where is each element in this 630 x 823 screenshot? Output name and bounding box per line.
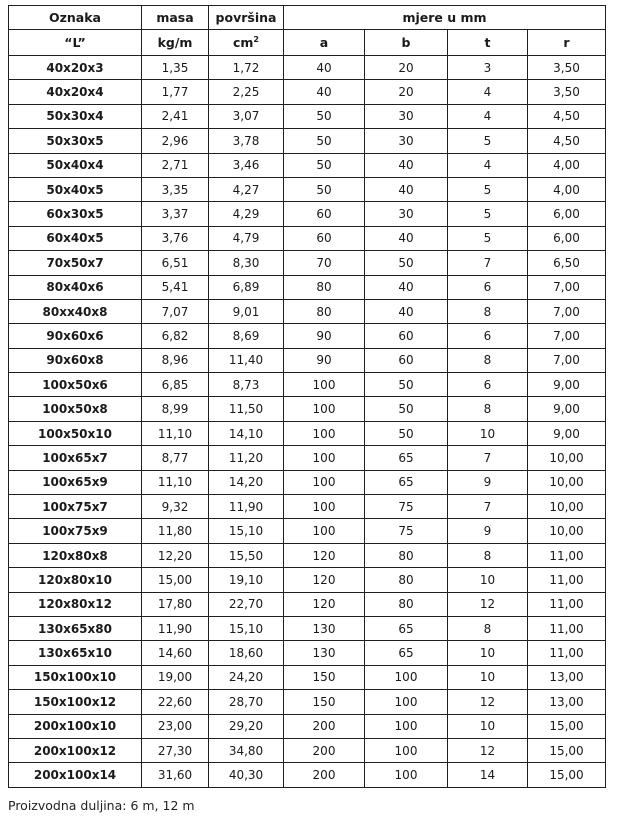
cell-a: 120: [284, 543, 365, 567]
table-row: [9, 56, 606, 80]
cell-povrsina: 2,25: [209, 80, 284, 104]
table-row: [9, 226, 606, 250]
cell-oznaka: 100x50x6: [9, 373, 142, 397]
table-row: [9, 446, 606, 470]
cell-r: 4,50: [528, 104, 606, 128]
cell-povrsina: 11,40: [209, 348, 284, 372]
cell-t: 12: [448, 592, 528, 616]
cell-r: 7,00: [528, 275, 606, 299]
cell-povrsina: 4,27: [209, 177, 284, 201]
cell-povrsina: 18,60: [209, 641, 284, 665]
cell-a: 200: [284, 738, 365, 762]
cell-b: 80: [365, 543, 448, 567]
cell-oznaka: 100x65x7: [9, 446, 142, 470]
header-row-2: [9, 30, 606, 56]
cell-t: 10: [448, 568, 528, 592]
cell-t: 4: [448, 153, 528, 177]
cell-oznaka: 60x30x5: [9, 202, 142, 226]
cell-t: 7: [448, 251, 528, 275]
cell-b: 100: [365, 665, 448, 689]
cell-masa: 27,30: [142, 738, 209, 762]
table-row: [9, 104, 606, 128]
cell-a: 50: [284, 104, 365, 128]
col-header-b: b: [365, 30, 448, 56]
cell-masa: 2,71: [142, 153, 209, 177]
cell-oznaka: 100x50x8: [9, 397, 142, 421]
cell-r: 15,00: [528, 738, 606, 762]
cell-oznaka: 50x40x4: [9, 153, 142, 177]
cell-r: 11,00: [528, 616, 606, 640]
table-row: [9, 665, 606, 689]
cell-b: 30: [365, 129, 448, 153]
cell-masa: 31,60: [142, 763, 209, 787]
cell-r: 15,00: [528, 763, 606, 787]
cell-oznaka: 70x50x7: [9, 251, 142, 275]
cell-b: 65: [365, 616, 448, 640]
cell-b: 80: [365, 568, 448, 592]
cell-a: 120: [284, 568, 365, 592]
povrsina-unit-exponent: 2: [253, 34, 259, 44]
cell-b: 75: [365, 519, 448, 543]
cell-masa: 23,00: [142, 714, 209, 738]
col-header-povrsina: površina: [209, 6, 284, 30]
table-body: [9, 56, 606, 788]
cell-oznaka: 50x40x5: [9, 177, 142, 201]
cell-oznaka: 200x100x14: [9, 763, 142, 787]
povrsina-unit-text: cm: [232, 34, 254, 50]
cell-r: 9,00: [528, 373, 606, 397]
cell-b: 40: [365, 153, 448, 177]
cell-b: 50: [365, 373, 448, 397]
cell-povrsina: 28,70: [209, 690, 284, 714]
cell-masa: 3,76: [142, 226, 209, 250]
col-header-r: r: [528, 30, 606, 56]
table-row: [9, 714, 606, 738]
footnote-production-length: Proizvodna duljina: 6 m, 12 m: [8, 798, 195, 813]
cell-povrsina: 15,50: [209, 543, 284, 567]
cell-masa: 9,32: [142, 495, 209, 519]
cell-masa: 11,10: [142, 470, 209, 494]
cell-r: 10,00: [528, 519, 606, 543]
cell-b: 100: [365, 738, 448, 762]
cell-masa: 3,37: [142, 202, 209, 226]
cell-oznaka: 80xx40x8: [9, 299, 142, 323]
cell-oznaka: 40x20x3: [9, 56, 142, 80]
cell-t: 9: [448, 470, 528, 494]
cell-a: 70: [284, 251, 365, 275]
cell-t: 7: [448, 495, 528, 519]
cell-a: 130: [284, 616, 365, 640]
cell-r: 13,00: [528, 665, 606, 689]
cell-masa: 8,77: [142, 446, 209, 470]
cell-t: 5: [448, 129, 528, 153]
cell-r: 6,00: [528, 226, 606, 250]
table-row: [9, 80, 606, 104]
cell-t: 8: [448, 616, 528, 640]
cell-a: 80: [284, 299, 365, 323]
cell-r: 3,50: [528, 56, 606, 80]
cell-masa: 19,00: [142, 665, 209, 689]
cell-a: 90: [284, 324, 365, 348]
cell-povrsina: 34,80: [209, 738, 284, 762]
cell-masa: 3,35: [142, 177, 209, 201]
cell-povrsina: 11,50: [209, 397, 284, 421]
cell-povrsina: 3,07: [209, 104, 284, 128]
cell-povrsina: 1,72: [209, 56, 284, 80]
cell-masa: 11,10: [142, 421, 209, 445]
cell-r: 4,00: [528, 153, 606, 177]
cell-r: 11,00: [528, 568, 606, 592]
cell-t: 6: [448, 373, 528, 397]
cell-t: 10: [448, 641, 528, 665]
cell-t: 8: [448, 397, 528, 421]
cell-masa: 7,07: [142, 299, 209, 323]
cell-r: 6,00: [528, 202, 606, 226]
cell-r: 11,00: [528, 543, 606, 567]
cell-povrsina: 4,79: [209, 226, 284, 250]
cell-oznaka: 40x20x4: [9, 80, 142, 104]
cell-masa: 2,96: [142, 129, 209, 153]
cell-a: 100: [284, 397, 365, 421]
cell-t: 7: [448, 446, 528, 470]
cell-povrsina: 8,73: [209, 373, 284, 397]
cell-oznaka: 60x40x5: [9, 226, 142, 250]
cell-t: 12: [448, 690, 528, 714]
cell-a: 100: [284, 446, 365, 470]
profile-spec-table: [8, 5, 606, 788]
cell-povrsina: 14,20: [209, 470, 284, 494]
cell-t: 4: [448, 80, 528, 104]
cell-r: 13,00: [528, 690, 606, 714]
cell-a: 150: [284, 665, 365, 689]
table-row: [9, 202, 606, 226]
cell-oznaka: 150x100x10: [9, 665, 142, 689]
cell-oznaka: 130x65x10: [9, 641, 142, 665]
cell-r: 7,00: [528, 348, 606, 372]
cell-r: 4,50: [528, 129, 606, 153]
cell-masa: 22,60: [142, 690, 209, 714]
cell-t: 10: [448, 665, 528, 689]
table-row: [9, 275, 606, 299]
cell-povrsina: 29,20: [209, 714, 284, 738]
cell-povrsina: 3,78: [209, 129, 284, 153]
cell-povrsina: 19,10: [209, 568, 284, 592]
cell-oznaka: 120x80x10: [9, 568, 142, 592]
cell-b: 60: [365, 348, 448, 372]
cell-a: 130: [284, 641, 365, 665]
cell-t: 10: [448, 714, 528, 738]
cell-oznaka: 50x30x5: [9, 129, 142, 153]
cell-masa: 17,80: [142, 592, 209, 616]
table-row: [9, 738, 606, 762]
cell-povrsina: 11,90: [209, 495, 284, 519]
cell-a: 100: [284, 421, 365, 445]
cell-t: 8: [448, 543, 528, 567]
cell-povrsina: 8,30: [209, 251, 284, 275]
cell-b: 65: [365, 641, 448, 665]
cell-a: 40: [284, 56, 365, 80]
table-row: [9, 568, 606, 592]
cell-povrsina: 9,01: [209, 299, 284, 323]
cell-r: 9,00: [528, 421, 606, 445]
table-row: [9, 251, 606, 275]
cell-a: 100: [284, 519, 365, 543]
cell-a: 60: [284, 226, 365, 250]
table-row: [9, 153, 606, 177]
cell-masa: 11,80: [142, 519, 209, 543]
cell-povrsina: 22,70: [209, 592, 284, 616]
cell-t: 5: [448, 226, 528, 250]
cell-t: 8: [448, 348, 528, 372]
cell-povrsina: 24,20: [209, 665, 284, 689]
cell-t: 10: [448, 421, 528, 445]
col-header-mjere: mjere u mm: [284, 6, 606, 30]
table-row: [9, 616, 606, 640]
table-row: [9, 470, 606, 494]
col-subheader-masa-unit: kg/m: [142, 30, 209, 56]
cell-oznaka: 200x100x12: [9, 738, 142, 762]
cell-povrsina: 8,69: [209, 324, 284, 348]
table-row: [9, 495, 606, 519]
cell-masa: 12,20: [142, 543, 209, 567]
cell-b: 75: [365, 495, 448, 519]
cell-a: 100: [284, 470, 365, 494]
cell-b: 20: [365, 56, 448, 80]
cell-oznaka: 90x60x8: [9, 348, 142, 372]
table-row: [9, 592, 606, 616]
col-header-masa: masa: [142, 6, 209, 30]
cell-masa: 6,82: [142, 324, 209, 348]
cell-masa: 1,77: [142, 80, 209, 104]
cell-r: 4,00: [528, 177, 606, 201]
table-row: [9, 299, 606, 323]
cell-b: 30: [365, 104, 448, 128]
cell-masa: 5,41: [142, 275, 209, 299]
cell-a: 150: [284, 690, 365, 714]
cell-masa: 1,35: [142, 56, 209, 80]
cell-b: 100: [365, 690, 448, 714]
cell-b: 40: [365, 226, 448, 250]
table-row: [9, 763, 606, 787]
cell-a: 120: [284, 592, 365, 616]
cell-r: 7,00: [528, 324, 606, 348]
cell-povrsina: 6,89: [209, 275, 284, 299]
cell-b: 100: [365, 763, 448, 787]
table-row: [9, 324, 606, 348]
table-row: [9, 421, 606, 445]
cell-r: 7,00: [528, 299, 606, 323]
cell-r: 11,00: [528, 592, 606, 616]
cell-b: 50: [365, 397, 448, 421]
table-row: [9, 543, 606, 567]
cell-a: 50: [284, 129, 365, 153]
cell-t: 3: [448, 56, 528, 80]
cell-b: 65: [365, 446, 448, 470]
cell-a: 50: [284, 177, 365, 201]
cell-b: 50: [365, 421, 448, 445]
table-row: [9, 519, 606, 543]
cell-b: 100: [365, 714, 448, 738]
cell-b: 20: [365, 80, 448, 104]
cell-masa: 14,60: [142, 641, 209, 665]
cell-r: 10,00: [528, 495, 606, 519]
cell-b: 65: [365, 470, 448, 494]
cell-oznaka: 120x80x8: [9, 543, 142, 567]
cell-masa: 2,41: [142, 104, 209, 128]
cell-r: 9,00: [528, 397, 606, 421]
table-row: [9, 641, 606, 665]
table-row: [9, 129, 606, 153]
cell-r: 3,50: [528, 80, 606, 104]
col-header-oznaka: Oznaka: [9, 6, 142, 30]
cell-oznaka: 80x40x6: [9, 275, 142, 299]
cell-b: 40: [365, 177, 448, 201]
cell-t: 4: [448, 104, 528, 128]
cell-oznaka: 90x60x6: [9, 324, 142, 348]
cell-a: 80: [284, 275, 365, 299]
cell-t: 12: [448, 738, 528, 762]
cell-oznaka: 120x80x12: [9, 592, 142, 616]
cell-t: 6: [448, 324, 528, 348]
cell-t: 5: [448, 177, 528, 201]
cell-b: 80: [365, 592, 448, 616]
cell-povrsina: 15,10: [209, 616, 284, 640]
cell-povrsina: 4,29: [209, 202, 284, 226]
cell-a: 200: [284, 763, 365, 787]
cell-r: 11,00: [528, 641, 606, 665]
col-header-t: t: [448, 30, 528, 56]
cell-masa: 8,96: [142, 348, 209, 372]
table-row: [9, 397, 606, 421]
col-header-a: a: [284, 30, 365, 56]
cell-t: 9: [448, 519, 528, 543]
cell-t: 14: [448, 763, 528, 787]
cell-masa: 6,85: [142, 373, 209, 397]
col-subheader-oznaka: “L”: [9, 30, 142, 56]
cell-a: 50: [284, 153, 365, 177]
cell-povrsina: 14,10: [209, 421, 284, 445]
cell-b: 50: [365, 251, 448, 275]
cell-a: 90: [284, 348, 365, 372]
cell-t: 5: [448, 202, 528, 226]
cell-b: 40: [365, 275, 448, 299]
cell-a: 100: [284, 373, 365, 397]
table-row: [9, 177, 606, 201]
cell-oznaka: 130x65x80: [9, 616, 142, 640]
cell-a: 60: [284, 202, 365, 226]
cell-masa: 11,90: [142, 616, 209, 640]
cell-oznaka: 50x30x4: [9, 104, 142, 128]
cell-oznaka: 100x65x9: [9, 470, 142, 494]
cell-masa: 6,51: [142, 251, 209, 275]
cell-b: 60: [365, 324, 448, 348]
cell-r: 10,00: [528, 446, 606, 470]
cell-povrsina: 11,20: [209, 446, 284, 470]
cell-r: 10,00: [528, 470, 606, 494]
cell-povrsina: 3,46: [209, 153, 284, 177]
table-row: [9, 373, 606, 397]
cell-t: 8: [448, 299, 528, 323]
cell-masa: 8,99: [142, 397, 209, 421]
cell-oznaka: 100x75x7: [9, 495, 142, 519]
cell-t: 6: [448, 275, 528, 299]
table-row: [9, 690, 606, 714]
cell-a: 200: [284, 714, 365, 738]
header-row-1: [9, 6, 606, 30]
cell-a: 40: [284, 80, 365, 104]
cell-r: 15,00: [528, 714, 606, 738]
cell-povrsina: 15,10: [209, 519, 284, 543]
cell-r: 6,50: [528, 251, 606, 275]
cell-b: 30: [365, 202, 448, 226]
cell-oznaka: 100x75x9: [9, 519, 142, 543]
cell-b: 40: [365, 299, 448, 323]
cell-masa: 15,00: [142, 568, 209, 592]
cell-oznaka: 150x100x12: [9, 690, 142, 714]
cell-oznaka: 100x50x10: [9, 421, 142, 445]
col-subheader-povrsina-unit: [209, 30, 284, 56]
cell-a: 100: [284, 495, 365, 519]
cell-oznaka: 200x100x10: [9, 714, 142, 738]
table-row: [9, 348, 606, 372]
cell-povrsina: 40,30: [209, 763, 284, 787]
